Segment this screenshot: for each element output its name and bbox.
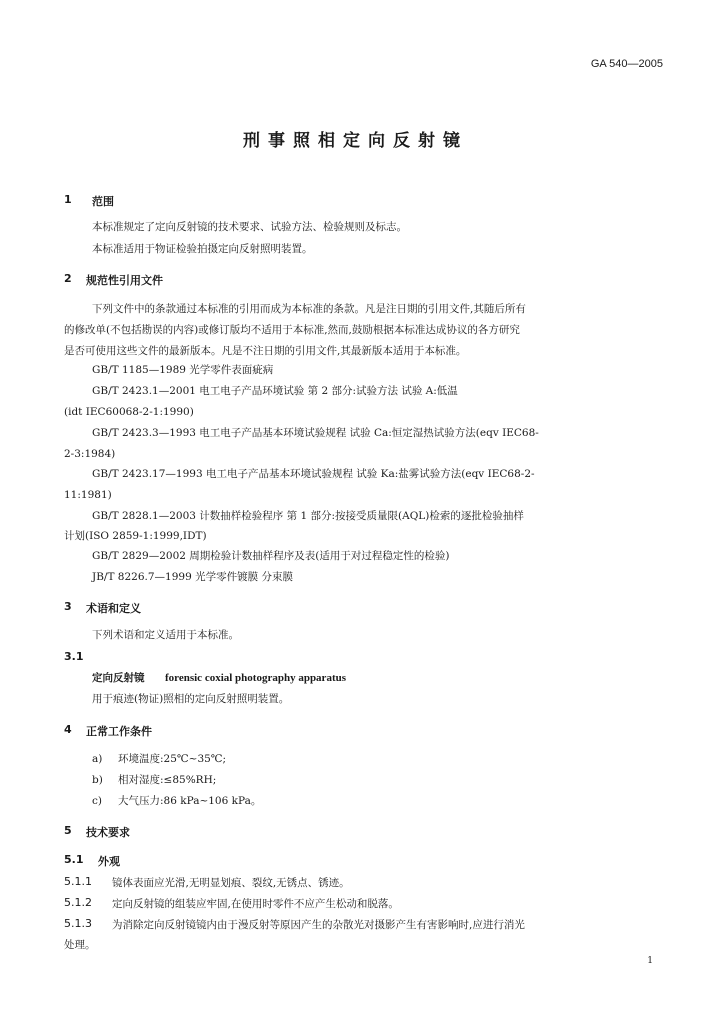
- reference-line: GB/T 2423.3—1993 电工电子产品基本环境试验规程 试验 Ca:恒定湿热试验方法(eqv IEC68-: [92, 427, 539, 439]
- clause-text: 镜体表面应光滑,无明显划痕、裂纹,无锈点、锈迹。: [112, 877, 350, 889]
- section-1-heading: 范围: [92, 195, 114, 208]
- page-number: 1: [647, 956, 653, 966]
- clause-number: 5.1.3: [64, 917, 92, 930]
- section-2-para-line-2: 的修改单(不包括勘误的内容)或修订版均不适用于本标准,然而,鼓励根据本标准达成协议的各方研究: [64, 324, 520, 336]
- condition-text: 环境温度:25℃~35℃;: [118, 753, 227, 765]
- clause-number: 5.1.1: [64, 875, 92, 888]
- section-4-heading: 正常工作条件: [86, 725, 152, 738]
- section-1-para-1: 本标准规定了定向反射镜的技术要求、试验方法、检验规则及标志。: [92, 221, 407, 233]
- standard-code: GA 540—2005: [590, 58, 663, 70]
- term-chinese: 定向反射镜: [92, 672, 145, 684]
- term-definition: 用于痕迹(物证)照相的定向反射照明装置。: [92, 693, 290, 705]
- subsection-3-1-number: 3.1: [64, 650, 84, 663]
- section-2-number: 2: [64, 272, 72, 285]
- clause-text: 为消除定向反射镜镜内由于漫反射等原因产生的杂散光对摄影产生有害影响时,应进行消光: [112, 919, 525, 931]
- term-english: forensic coxial photography apparatus: [165, 672, 347, 684]
- section-3-intro: 下列术语和定义适用于本标准。: [92, 629, 239, 641]
- section-2-heading: 规范性引用文件: [86, 274, 163, 287]
- reference-line: 2-3:1984): [64, 448, 116, 460]
- reference-line: (idt IEC60068-2-1:1990): [64, 406, 194, 418]
- condition-label: c): [92, 795, 102, 807]
- reference-line: JB/T 8226.7—1999 光学零件镀膜 分束膜: [92, 571, 293, 583]
- section-2-para-line-3: 是否可使用这些文件的最新版本。凡是不注日期的引用文件,其最新版本适用于本标准。: [64, 345, 467, 357]
- section-2-para-line-1: 下列文件中的条款通过本标准的引用而成为本标准的条款。凡是注日期的引用文件,其随后所有: [92, 303, 526, 315]
- clause-continuation: 处理。: [64, 939, 96, 951]
- clause-text: 定向反射镜的组装应牢固,在使用时零件不应产生松动和脱落。: [112, 898, 399, 910]
- condition-text: 大气压力:86 kPa~106 kPa。: [118, 795, 262, 807]
- section-3-heading: 术语和定义: [86, 602, 141, 615]
- section-4-number: 4: [64, 723, 72, 736]
- subsection-5-1-number: 5.1: [64, 853, 84, 866]
- reference-line: GB/T 2423.17—1993 电工电子产品基本环境试验规程 试验 Ka:盐雾试验方法(eqv IEC68-2-: [92, 468, 535, 480]
- condition-label: b): [92, 774, 103, 786]
- reference-line: 11:1981): [64, 489, 112, 501]
- section-5-number: 5: [64, 824, 72, 837]
- section-1-number: 1: [64, 193, 72, 206]
- reference-line: GB/T 1185—1989 光学零件表面疵病: [92, 364, 274, 376]
- reference-line: GB/T 2828.1—2003 计数抽样检验程序 第 1 部分:按接受质量限(AQL)检索的逐批检验抽样: [92, 510, 524, 522]
- reference-line: GB/T 2423.1—2001 电工电子产品环境试验 第 2 部分:试验方法 试验 A:低温: [92, 385, 458, 397]
- reference-line: 计划(ISO 2859-1:1999,IDT): [64, 530, 207, 542]
- document-title: 刑事照相定向反射镜: [243, 131, 468, 151]
- section-3-number: 3: [64, 600, 72, 613]
- section-1-para-2: 本标准适用于物证检验拍摄定向反射照明装置。: [92, 243, 313, 255]
- condition-label: a): [92, 753, 103, 765]
- reference-line: GB/T 2829—2002 周期检验计数抽样程序及表(适用于对过程稳定性的检验): [92, 550, 450, 562]
- condition-text: 相对湿度:≤85%RH;: [118, 774, 217, 786]
- section-5-heading: 技术要求: [86, 826, 130, 839]
- subsection-5-1-heading: 外观: [98, 855, 120, 868]
- clause-number: 5.1.2: [64, 896, 92, 909]
